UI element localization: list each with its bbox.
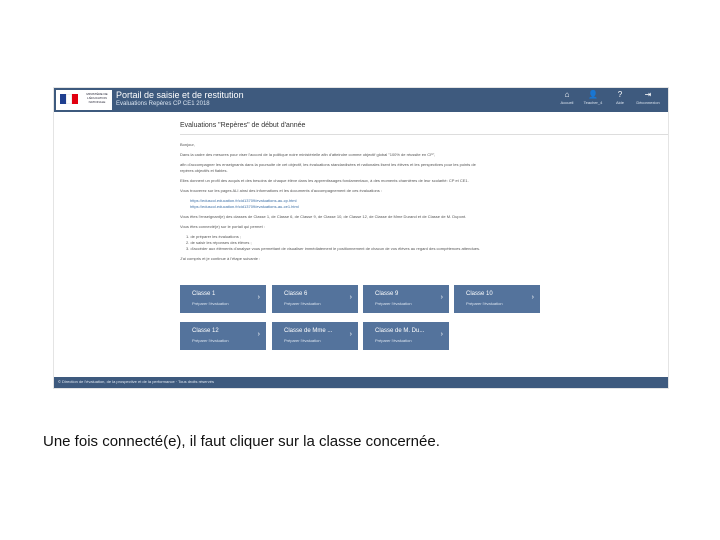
flag-red [72,94,78,104]
card-subtitle: Préparer l'évaluation [192,338,229,343]
card-subtitle: Préparer l'évaluation [284,338,321,343]
chevron-right-icon: › [349,294,352,301]
nav-home-button[interactable] [554,90,580,110]
page-title: Evaluations "Repères" de début d'année [180,122,306,129]
greeting-text: Bonjour, [180,142,195,147]
nav-user-button[interactable] [580,90,606,110]
class-card-classe-10[interactable] [454,285,540,313]
chevron-right-icon: › [349,331,352,338]
resources-paragraph: Vous trouverez sur les pages ALI ainsi des informations et les documents d'accompagnement de ces évaluations : [180,188,382,193]
class-card-classe-6[interactable] [272,285,358,313]
resource-link-ce1[interactable]: https://eduscol.education.fr/cid13709/evaluations-au-ce1.html [190,204,299,209]
footer-text: © Direction de l'évaluation, de la prospective et de la performance · Tous droits réservés [58,379,214,384]
card-subtitle: Préparer l'évaluation [466,301,503,306]
nav-home-label: Accueil [560,100,574,105]
chevron-right-icon: › [440,331,443,338]
objective-paragraph: afin d'accompagner les enseignants dans la poursuite de cet objectif, les évaluations standardisées et nationales lisent les élèves et les perspectives pour les points de [180,162,476,167]
class-card-m[interactable] [363,322,449,350]
card-title: Classe 6 [284,291,308,297]
ministry-logo [56,90,112,110]
classes-paragraph: Vous êtes l'enseignant(e) des classes de Classe 1, de Classe 6, de Classe 9, de Classe 10, de Classe 12, de Classe de Mme Durand et de Classe de M. Dupont. [180,214,467,219]
nav-help-button[interactable] [607,90,633,110]
card-title: Classe 10 [466,291,493,297]
card-subtitle: Préparer l'évaluation [375,338,412,343]
nav-user-label: Teacher_4 [583,100,603,105]
app-title: Portail de saisie et de restitution [116,90,244,100]
card-title: Classe 1 [192,291,216,297]
title-divider [180,134,668,135]
app-subtitle: Evaluations Repères CP CE1 2018 [116,101,210,107]
header-bar [54,88,668,112]
objective-paragraph-end: repères objectifs et fiables. [180,168,228,173]
chevron-right-icon: › [257,331,260,338]
home-icon: ⌂ [564,90,570,99]
card-subtitle: Préparer l'évaluation [192,301,229,306]
card-title: Classe de M. Du... [375,328,425,334]
list-item-prepare: 1. de préparer les évaluations ; [186,234,241,239]
logout-icon: ⇥ [644,90,652,99]
chevron-right-icon: › [440,294,443,301]
logo-text: MINISTÈRE DE L'ÉDUCATION NATIONALE [86,92,108,104]
nav-help-label: Aide [615,100,624,105]
continue-paragraph: J'ai compris et je continue à l'étape suivante : [180,256,261,261]
class-card-classe-12[interactable] [180,322,266,350]
nav-logout-label: Déconnexion [636,100,660,105]
help-icon: ? [617,90,623,99]
footer-bar [54,377,668,388]
resource-link-cp[interactable]: https://eduscol.education.fr/cid13709/evaluations-au-cp.html [190,198,297,203]
user-icon: 👤 [588,90,598,99]
class-card-classe-9[interactable] [363,285,449,313]
nav-logout-button[interactable] [635,90,661,110]
class-card-mme[interactable] [272,322,358,350]
slide-caption: Une fois connecté(e), il faut cliquer sur la classe concernée. [43,433,440,450]
chevron-right-icon: › [531,294,534,301]
portal-paragraph: Vous êtes connecté(e) sur le portail qui permet : [180,224,265,229]
chevron-right-icon: › [257,294,260,301]
card-title: Classe 9 [375,291,399,297]
screenshot-frame [54,88,668,388]
list-item-analyse: 3. d'accéder aux éléments d'analyse vous permettant de visualiser immédiatement le positionnement de chacun de vos élèves au regard des compétences attendues. [186,246,481,251]
card-title: Classe 12 [192,328,219,334]
list-item-enter: 2. de saisir les réponses des élèves ; [186,240,252,245]
card-subtitle: Préparer l'évaluation [375,301,412,306]
card-subtitle: Préparer l'évaluation [284,301,321,306]
intro-paragraph: Dans la cadre des mesures pour viser l'accord de la politique noire ministérielle afin d'atteindre comme objectif global "100% de réussite en CP", [180,152,436,157]
profile-paragraph: Elles donnent un profil des acquis et des besoins de chaque élève dans les apprentissages fondamentaux, à des moments charnières de leur scolarité: CP et CE1. [180,178,469,183]
card-title: Classe de Mme ... [284,328,333,334]
class-card-classe-1[interactable] [180,285,266,313]
french-flag-icon [60,94,78,104]
